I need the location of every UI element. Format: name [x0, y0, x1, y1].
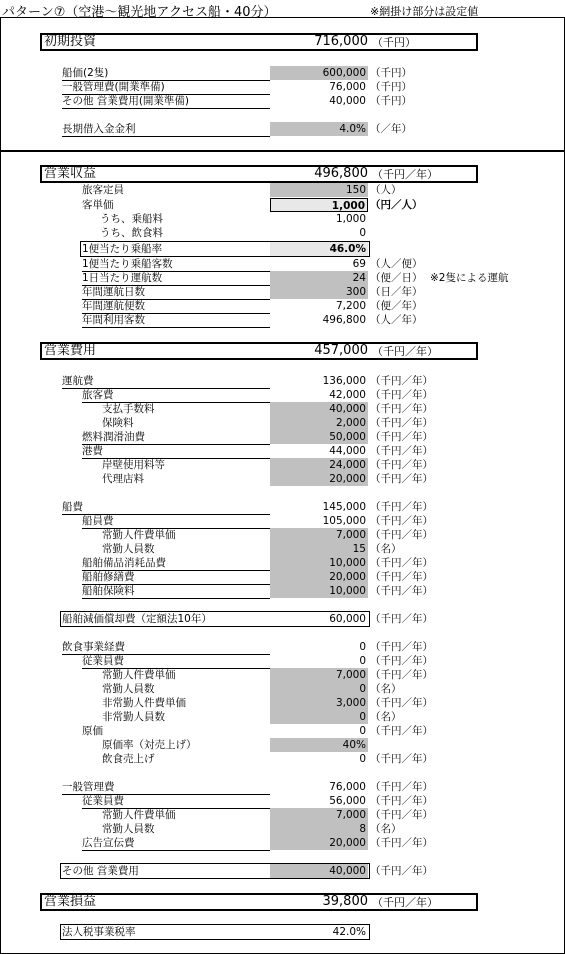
- row-label: 常勤人員数: [102, 543, 155, 555]
- row-label: 船舶減価償却費（定額法10年）: [62, 613, 212, 625]
- row-unit: （人／便）: [370, 258, 423, 270]
- row-unit: （千円／年）: [370, 837, 433, 849]
- row-unit: （千円／年）: [370, 571, 433, 583]
- row-unit: （名）: [370, 711, 402, 723]
- sheet-title: パターン⑦（空港～観光地アクセス船・40分）: [2, 5, 277, 20]
- row-unit: （千円／年）: [370, 459, 433, 471]
- row-unit: （千円／年）: [370, 529, 433, 541]
- profit-label: 営業損益: [44, 894, 97, 909]
- row-value[interactable]: 0: [270, 710, 368, 724]
- profit-value: 39,800: [322, 894, 368, 909]
- row-unit: （千円／年）: [370, 473, 433, 485]
- row-unit: （日／年）: [370, 286, 423, 298]
- row-label: 常勤人件費単価: [102, 669, 176, 681]
- revenue-label: 営業収益: [44, 166, 97, 181]
- initial-investment-unit: （千円）: [372, 36, 416, 49]
- row-label: 運航費: [62, 374, 270, 389]
- row-value[interactable]: 40,000: [270, 402, 368, 416]
- row-unit: （千円／年）: [370, 669, 433, 681]
- row-label: 非常勤人件費単価: [102, 697, 186, 709]
- row-label: 船舶備品消耗品費: [82, 556, 270, 571]
- row-unit: （千円／年）: [370, 809, 433, 821]
- row-label: 1便当たり乗船客数: [82, 257, 270, 272]
- initial-investment-box: [40, 33, 478, 51]
- row-unit: （千円／年）: [370, 641, 433, 653]
- row-label: 船舶保険料: [82, 584, 270, 599]
- initial-investment-label: 初期投資: [44, 34, 97, 49]
- row-value[interactable]: 20,000: [270, 472, 368, 486]
- capex-unit: （千円）: [370, 67, 412, 79]
- capex-unit: （千円）: [370, 95, 412, 107]
- row-unit: （千円／年）: [370, 781, 433, 793]
- row-unit: （千円／年）: [370, 501, 433, 513]
- opex-unit: （千円／年）: [372, 345, 438, 358]
- row-unit: （千円／年）: [370, 585, 433, 597]
- row-unit: （人／年）: [370, 314, 423, 326]
- row-value[interactable]: 150: [270, 183, 368, 197]
- row-unit: （千円／年）: [370, 557, 433, 569]
- row-value: 7,200: [335, 300, 366, 312]
- opex-value: 457,000: [314, 343, 368, 358]
- row-label: 常勤人件費単価: [102, 809, 176, 821]
- row-value: 0: [359, 655, 366, 667]
- row-value[interactable]: 40,000: [270, 864, 368, 878]
- section-divider: [0, 150, 565, 152]
- revenue-value: 496,800: [314, 166, 368, 181]
- row-value: 0: [359, 753, 366, 765]
- capex-value: 76,000: [329, 81, 366, 93]
- row-value[interactable]: 20,000: [270, 836, 368, 850]
- row-label: 年間利用客数: [82, 313, 270, 328]
- row-unit: （千円／年）: [370, 795, 433, 807]
- row-value[interactable]: 0: [270, 682, 368, 696]
- tax-label: 法人税事業税率: [62, 926, 136, 938]
- row-label: 年間運航日数: [82, 285, 270, 300]
- row-unit: （千円／年）: [370, 389, 433, 401]
- capex-unit: （千円）: [370, 81, 412, 93]
- row-label: その他 営業費用: [62, 865, 139, 877]
- row-label: 燃料潤滑油費: [82, 430, 270, 445]
- row-label: 船員費: [82, 514, 270, 529]
- row-label: 年間運航便数: [82, 299, 270, 314]
- capex-label: 船価(2隻): [62, 66, 270, 81]
- row-label: 支払手数料: [102, 403, 155, 415]
- row-value[interactable]: 7,000: [270, 668, 368, 682]
- row-value[interactable]: 7,000: [270, 808, 368, 822]
- row-value: 69: [352, 258, 366, 270]
- interest-label: 長期借入金金利: [62, 122, 270, 137]
- row-value: 0: [359, 227, 366, 239]
- row-unit: （円／人）: [370, 199, 423, 211]
- row-value[interactable]: 15: [270, 542, 368, 556]
- row-value: 76,000: [329, 781, 366, 793]
- initial-investment-value: 716,000: [314, 34, 368, 49]
- row-value: 145,000: [322, 501, 366, 513]
- row-unit: （名）: [370, 543, 402, 555]
- row-unit: （千円／年）: [370, 613, 433, 625]
- row-label: 1日当たり運航数: [82, 271, 270, 286]
- row-value: 0: [359, 641, 366, 653]
- row-value[interactable]: 24: [270, 271, 368, 285]
- profit-box: [40, 893, 478, 911]
- interest-value[interactable]: 4.0%: [270, 122, 368, 136]
- row-value[interactable]: 20,000: [270, 570, 368, 584]
- capex-label: 一般管理費(開業準備): [62, 80, 270, 95]
- row-value: 1,000: [335, 213, 366, 225]
- row-unit: （千円／年）: [370, 417, 433, 429]
- row-value[interactable]: 2,000: [270, 416, 368, 430]
- row-value: 60,000: [329, 613, 366, 625]
- row-unit: （千円／年）: [370, 375, 433, 387]
- opex-label: 営業費用: [44, 343, 97, 358]
- row-label: 原価率（対売上げ）: [102, 739, 197, 751]
- row-unit: （千円／年）: [370, 725, 433, 737]
- row-unit: （千円／年）: [370, 515, 433, 527]
- row-value[interactable]: 24,000: [270, 458, 368, 472]
- legend-note: ※網掛け部分は設定値: [370, 5, 479, 18]
- row-value[interactable]: 50,000: [270, 430, 368, 444]
- capex-value[interactable]: 600,000: [270, 66, 368, 80]
- row-label: 飲食売上げ: [102, 753, 155, 765]
- row-value[interactable]: 3,000: [270, 696, 368, 710]
- capex-value: 40,000: [329, 95, 366, 107]
- row-value: 496,800: [322, 314, 366, 326]
- tax-value: 42.0%: [332, 926, 366, 938]
- row-value: 42,000: [329, 389, 366, 401]
- row-label: 旅客費: [82, 388, 270, 403]
- row-label: 一般管理費: [62, 780, 270, 795]
- twin-ship-note: ※2隻による運航: [430, 272, 509, 284]
- row-label: 広告宣伝費: [82, 836, 270, 851]
- revenue-box: [40, 165, 478, 183]
- row-value[interactable]: 10,000: [270, 584, 368, 598]
- row-value: 0: [359, 725, 366, 737]
- row-value[interactable]: 7,000: [270, 528, 368, 542]
- row-label: 保険料: [102, 417, 134, 429]
- row-label: うち、乗船料: [100, 213, 163, 225]
- row-unit: （名）: [370, 823, 402, 835]
- row-unit: （千円／年）: [370, 697, 433, 709]
- opex-box: [40, 342, 478, 360]
- row-label: 従業員費: [82, 794, 270, 809]
- row-unit: （千円／年）: [370, 445, 433, 457]
- row-label: 船費: [62, 500, 270, 515]
- row-unit: （千円／年）: [370, 655, 433, 667]
- row-value: 136,000: [322, 375, 366, 387]
- row-label: うち、飲食料: [100, 227, 163, 239]
- capex-label: その他 営業費用(開業準備): [62, 94, 270, 109]
- row-label: 1便当たり乗船率: [82, 243, 163, 255]
- row-value[interactable]: 46.0%: [270, 242, 368, 256]
- row-value[interactable]: 40%: [270, 738, 368, 752]
- row-label: 旅客定員: [82, 184, 124, 196]
- row-unit: （千円／年）: [370, 431, 433, 443]
- profit-unit: （千円／年）: [372, 896, 438, 909]
- row-label: 客単価: [82, 199, 114, 211]
- interest-unit: （／年）: [370, 123, 412, 135]
- row-value[interactable]: 8: [270, 822, 368, 836]
- row-unit: （便／年）: [370, 300, 423, 312]
- row-unit: （名）: [370, 683, 402, 695]
- row-label: 常勤人員数: [102, 823, 155, 835]
- row-value: 44,000: [329, 445, 366, 457]
- row-label: 常勤人件費単価: [102, 529, 176, 541]
- row-unit: （千円／年）: [370, 753, 433, 765]
- row-label: 従業員費: [82, 654, 270, 669]
- row-unit: （千円／年）: [370, 865, 433, 877]
- row-value: 56,000: [329, 795, 366, 807]
- row-unit: （人）: [370, 184, 402, 196]
- row-unit: （千円／年）: [370, 403, 433, 415]
- row-label: 船舶修繕費: [82, 570, 270, 585]
- row-value[interactable]: 10,000: [270, 556, 368, 570]
- row-label: 飲食事業経費: [62, 640, 270, 655]
- row-label: 原価: [82, 725, 103, 737]
- row-label: 非常勤人員数: [102, 711, 165, 723]
- row-value[interactable]: 1,000: [270, 198, 368, 212]
- row-value[interactable]: 300: [270, 285, 368, 299]
- row-label: 代理店料: [102, 473, 144, 485]
- row-label: 港費: [82, 444, 270, 459]
- row-unit: （便／日）: [370, 272, 423, 284]
- row-label: 常勤人員数: [102, 683, 155, 695]
- row-value: 105,000: [322, 515, 366, 527]
- revenue-unit: （千円／年）: [372, 168, 438, 181]
- row-label: 岸壁使用料等: [102, 459, 165, 471]
